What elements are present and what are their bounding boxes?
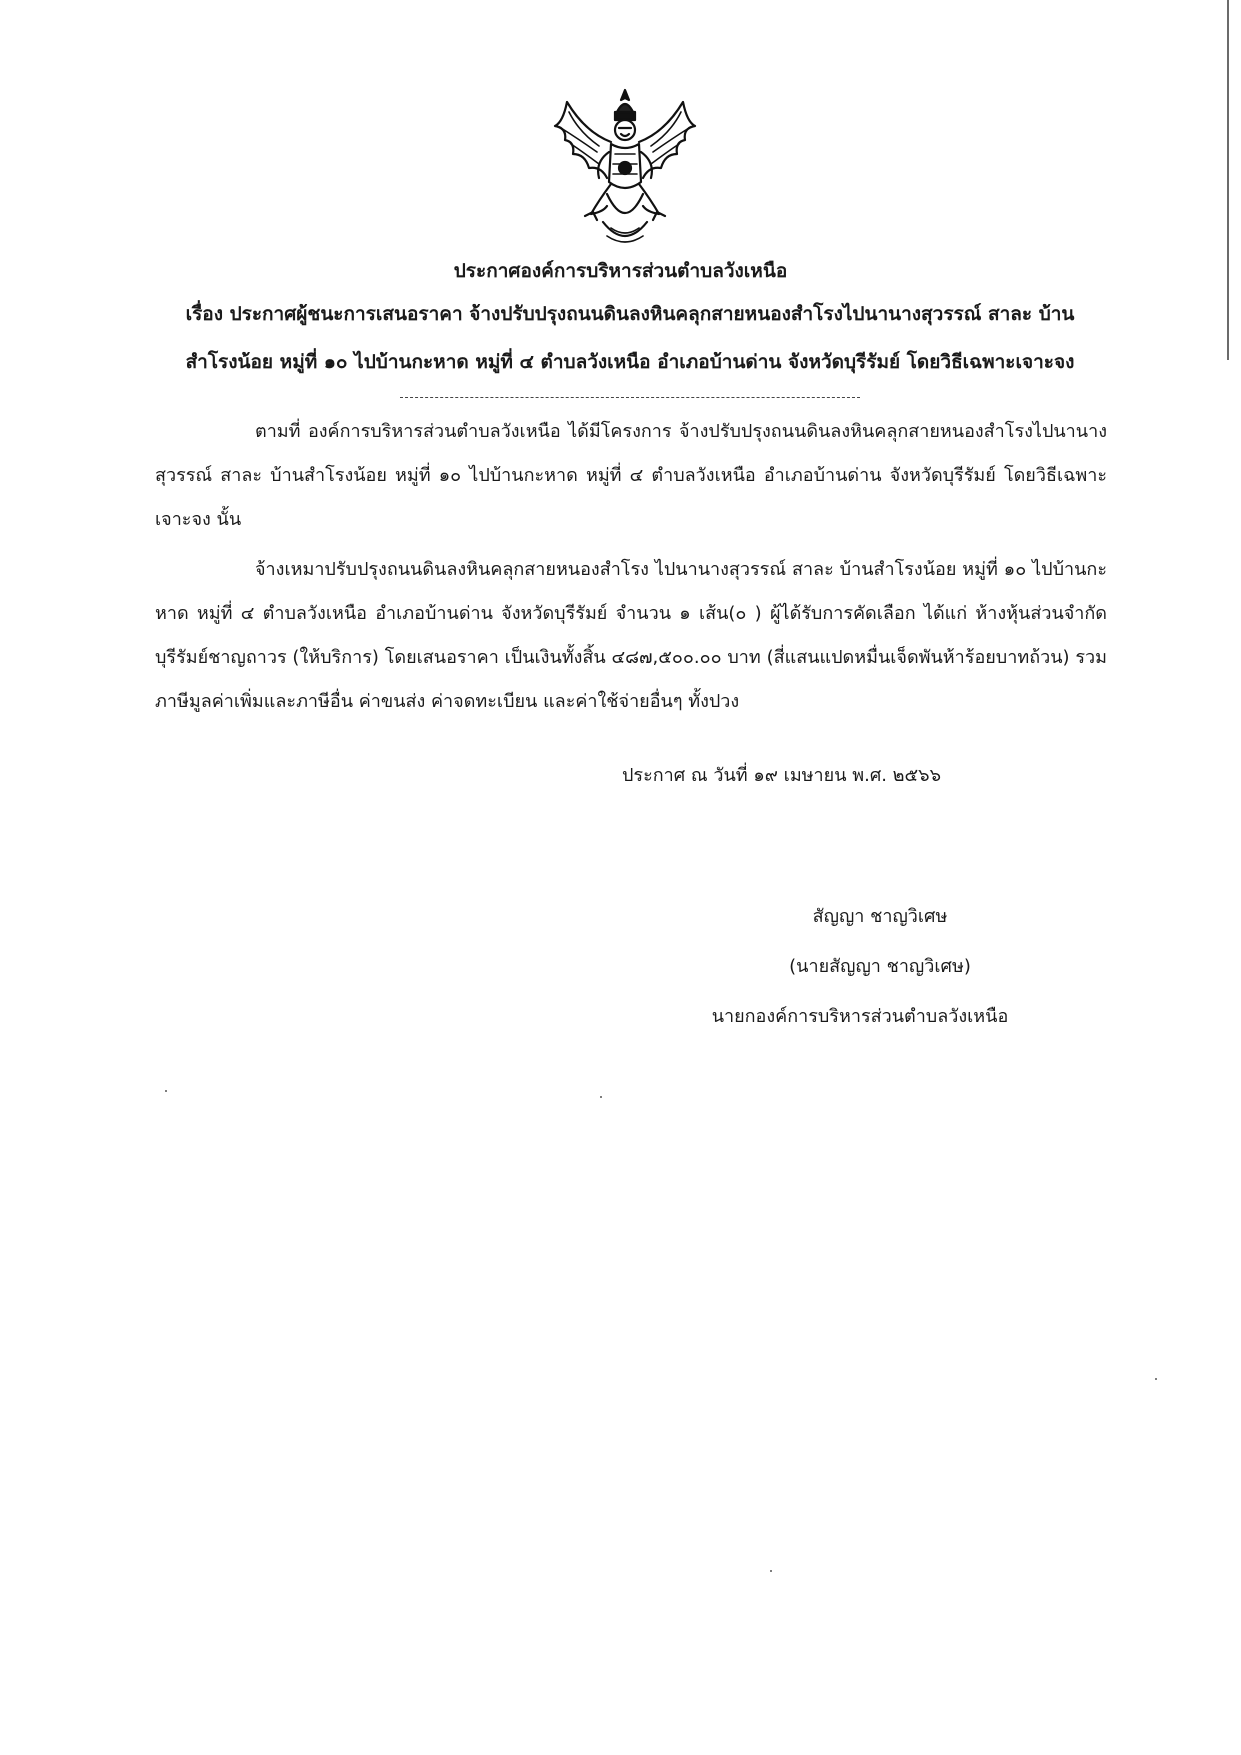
subject-line-2: สำโรงน้อย หมู่ที่ ๑๐ ไปบ้านกะหาด หมู่ที่ ๔ ตำบลวังเหนือ อำเภอบ้านด่าน จังหวัดบุรีรัมย์ โดยวิธีเฉพาะเจาะจง — [185, 351, 1075, 373]
signature-block — [690, 892, 1070, 1042]
paragraph-intro-text: ตามที่ องค์การบริหารส่วนตำบลวังเหนือ ได้มีโครงการ จ้างปรับปรุงถนนดินลงหินคลุกสายหนองสำโรงไปนานางสุวรรณ์ สาละ บ้านสำโรงน้อย หมู่ที่ ๑๐ ไปบ้านกะหาด หมู่ที่ ๔ ตำบลวังเหนือ อำเภอบ้านด่าน จังหวัดบุรีรัมย์ โดยวิธีเฉพาะเจาะจง นั้น — [155, 421, 1107, 530]
subject-line-1: เรื่อง ประกาศผู้ชนะการเสนอราคา จ้างปรับปรุงถนนดินลงหินคลุกสายหนองสำโรงไปนานางสุวรรณ์ สาละ บ้าน — [185, 303, 1075, 325]
signatory-name: (นายสัญญา ชาญวิเศษ) — [789, 956, 971, 977]
scan-speck — [770, 1570, 772, 1572]
scan-edge-line — [1227, 0, 1229, 360]
paragraph-intro — [155, 410, 1107, 542]
scan-speck — [165, 1090, 167, 1092]
announcement-title: ประกาศองค์การบริหารส่วนตำบลวังเหนือ — [453, 260, 788, 282]
signature-text: สัญญา ชาญวิเศษ — [812, 906, 948, 927]
scan-speck — [1155, 1378, 1157, 1380]
paragraph-award-text: จ้างเหมาปรับปรุงถนนดินลงหินคลุกสายหนองสำโรง ไปนานางสุวรรณ์ สาละ บ้านสำโรงน้อย หมู่ที่ ๑๐ ไปบ้านกะหาด หมู่ที่ ๔ ตำบลวังเหนือ อำเภอบ้านด่าน จังหวัดบุรีรัมย์ จำนวน ๑ เส้น(๐ ) ผู้ได้รับการคัดเลือก ได้แก่ ห้างหุ้นส่วนจำกัด บุรีรัมย์ชาญถาวร (ให้บริการ) โดยเสนอราคา เป็นเงินทั้งสิ้น ๔๘๗,๕๐๐.๐๐ บาท (สี่แสนแปดหมื่นเจ็ดพันห้าร้อยบาทถ้วน) รวมภาษีมูลค่าเพิ่มและภาษีอื่น ค่าขนส่ง ค่าจดทะเบียน และค่าใช้จ่ายอื่นๆ ทั้งปวง — [155, 559, 1107, 712]
separator-line — [400, 397, 860, 398]
announcement-date: ประกาศ ณ วันที่ ๑๙ เมษายน พ.ศ. ๒๕๖๖ — [622, 765, 942, 786]
paragraph-award — [155, 548, 1107, 724]
subject-heading — [150, 290, 1110, 386]
signatory-position: นายกองค์การบริหารส่วนตำบลวังเหนือ — [711, 1006, 1009, 1027]
garuda-emblem-icon — [545, 82, 705, 252]
scan-speck — [600, 1096, 602, 1098]
